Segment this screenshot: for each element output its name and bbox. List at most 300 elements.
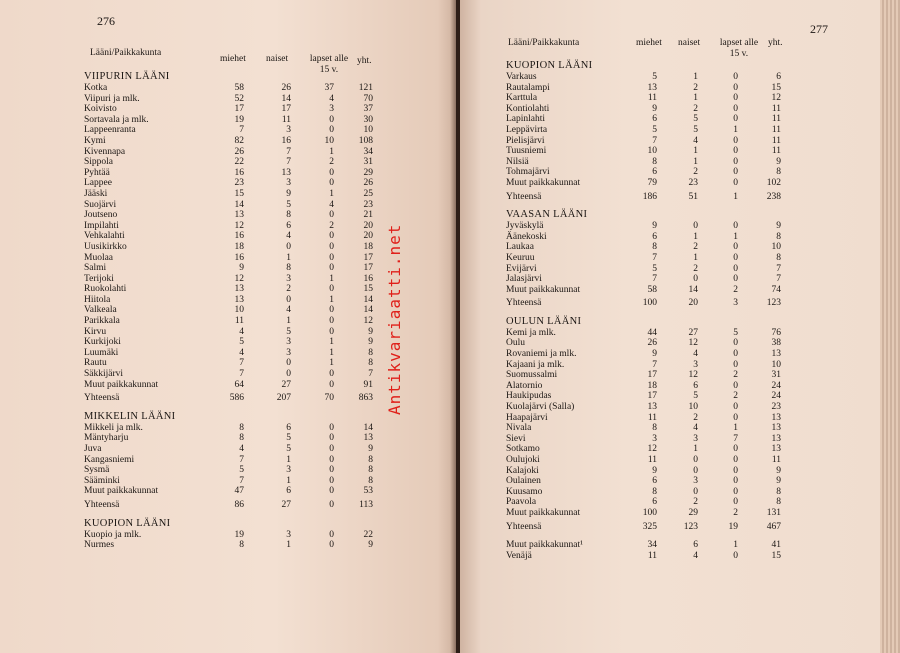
total-cell: 9 [368, 326, 373, 337]
total-cell: 91 [363, 379, 373, 390]
men-cell: 7 [239, 369, 244, 380]
women-cell: 6 [286, 422, 291, 433]
total-cell: 11 [771, 103, 781, 114]
women-cell: 3 [286, 347, 291, 358]
men-cell: 26 [234, 146, 244, 157]
women-cell: 0 [286, 369, 291, 380]
header-men: miehet [636, 38, 662, 48]
total-cell: 10 [771, 242, 781, 253]
table-row [506, 253, 806, 264]
children-cell: 3 [733, 298, 738, 309]
page-number: 276 [97, 14, 115, 28]
children-cell: 1 [329, 337, 334, 348]
place-cell: Yhteensä [506, 521, 542, 532]
table-row [506, 136, 806, 147]
table-row [506, 413, 806, 424]
children-cell: 0 [733, 242, 738, 253]
place-cell: Pyhtää [84, 167, 110, 178]
table-row [506, 487, 806, 498]
women-cell: 5 [286, 433, 291, 444]
total-cell: 53 [363, 486, 373, 497]
children-cell: 2 [733, 284, 738, 295]
table-row [506, 242, 806, 253]
total-cell: 7 [368, 369, 373, 380]
men-cell: 16 [234, 167, 244, 178]
place-cell: Äänekoski [506, 231, 547, 242]
women-cell: 8 [286, 210, 291, 221]
men-cell: 64 [234, 379, 244, 390]
men-cell: 6 [652, 114, 657, 125]
table-row [84, 136, 384, 147]
table-row [506, 338, 806, 349]
place-cell: Juva [84, 444, 102, 454]
place-cell: Nivala [506, 423, 532, 434]
children-cell: 0 [329, 433, 334, 444]
place-cell: Sääminki [84, 475, 120, 486]
total-row [506, 522, 806, 533]
place-cell: Sortavala ja mlk. [84, 114, 149, 125]
children-cell: 3 [329, 104, 334, 115]
total-cell: 8 [368, 475, 373, 486]
total-cell: 16 [363, 273, 373, 284]
place-cell: Mäntyharju [84, 433, 129, 444]
women-cell: 207 [276, 393, 291, 404]
place-cell: Leppävirta [506, 124, 548, 135]
men-cell: 18 [647, 380, 657, 391]
total-cell: 10 [363, 125, 373, 136]
men-cell: 5 [239, 465, 244, 476]
total-cell: 23 [771, 402, 781, 413]
place-cell: Rautalampi [506, 82, 550, 93]
men-cell: 82 [234, 135, 244, 146]
table-row [84, 540, 384, 551]
place-cell: Suojärvi [84, 199, 117, 210]
table-row [506, 370, 806, 381]
men-cell: 11 [234, 316, 244, 327]
total-cell: 123 [766, 298, 781, 309]
women-cell: 5 [286, 444, 291, 454]
men-cell: 17 [234, 104, 244, 115]
children-cell: 0 [733, 550, 738, 561]
page-number: 277 [810, 22, 828, 36]
children-cell: 0 [733, 103, 738, 114]
place-cell: Kajaani ja mlk. [506, 359, 565, 370]
men-cell: 9 [652, 221, 657, 232]
women-cell: 7 [286, 146, 291, 157]
children-cell: 0 [329, 284, 334, 295]
table-row [84, 115, 384, 126]
place-cell: Kurkijoki [84, 337, 121, 348]
place-cell: Lappeenranta [84, 125, 136, 136]
men-cell: 11 [647, 412, 657, 423]
place-cell: Paavola [506, 497, 537, 508]
place-cell: Kymi [84, 135, 106, 146]
total-cell: 102 [766, 177, 781, 188]
men-cell: 11 [647, 550, 657, 561]
women-cell: 4 [693, 550, 698, 561]
women-cell: 2 [693, 412, 698, 423]
table-row [506, 455, 806, 466]
total-cell: 8 [368, 358, 373, 369]
men-cell: 5 [652, 72, 657, 82]
children-cell: 0 [733, 263, 738, 274]
total-cell: 13 [771, 423, 781, 434]
table-row [506, 178, 806, 189]
women-cell: 1 [286, 252, 291, 263]
women-cell: 123 [683, 521, 698, 532]
place-cell: Uusikirkko [84, 241, 127, 252]
header-place: Lääni/Paikkakunta [508, 38, 580, 48]
men-cell: 8 [239, 422, 244, 433]
total-cell: 22 [363, 529, 373, 540]
children-cell: 1 [733, 231, 738, 242]
table-row [84, 369, 384, 380]
place-cell: Nilsiä [506, 156, 529, 167]
table-row [84, 305, 384, 316]
children-cell: 0 [329, 444, 334, 454]
men-cell: 10 [647, 146, 657, 157]
children-cell: 10 [324, 135, 334, 146]
place-cell: Pielisjärvi [506, 135, 545, 146]
place-cell: Laukaa [506, 242, 534, 253]
women-cell: 0 [286, 294, 291, 305]
men-cell: 7 [239, 454, 244, 465]
children-cell: 0 [733, 274, 738, 285]
children-cell: 1 [733, 540, 738, 551]
women-cell: 2 [693, 497, 698, 508]
children-cell: 1 [329, 188, 334, 199]
men-cell: 19 [234, 529, 244, 540]
men-cell: 7 [652, 252, 657, 263]
place-cell: Yhteensä [506, 191, 542, 202]
total-cell: 9 [776, 476, 781, 487]
men-cell: 7 [652, 274, 657, 285]
place-cell: Viipuri ja mlk. [84, 93, 140, 104]
men-cell: 9 [652, 103, 657, 114]
children-cell: 2 [733, 507, 738, 518]
women-cell: 2 [693, 263, 698, 274]
men-cell: 14 [234, 199, 244, 210]
header-women: naiset [678, 38, 701, 48]
total-cell: 34 [363, 146, 373, 157]
women-cell: 4 [693, 135, 698, 146]
total-cell: 17 [363, 263, 373, 274]
total-cell: 21 [363, 210, 373, 221]
men-cell: 100 [642, 507, 657, 518]
place-cell: Muut paikkakunnat [84, 486, 159, 497]
men-cell: 15 [234, 188, 244, 199]
children-cell: 2 [733, 391, 738, 402]
table-row [506, 328, 806, 339]
total-cell: 24 [771, 380, 781, 391]
men-cell: 18 [234, 241, 244, 252]
women-cell: 1 [693, 252, 698, 263]
children-cell: 1 [329, 273, 334, 284]
total-cell: 9 [368, 540, 373, 551]
place-cell: Jääski [84, 188, 108, 199]
children-cell: 0 [329, 540, 334, 551]
men-cell: 8 [652, 423, 657, 434]
place-cell: Rovaniemi ja mlk. [506, 349, 577, 360]
place-cell: Kirvu [84, 326, 107, 337]
men-cell: 52 [234, 93, 244, 104]
total-cell: 863 [358, 393, 373, 404]
children-cell: 0 [733, 402, 738, 413]
place-cell: Kivennapa [84, 146, 126, 157]
table-row [84, 530, 384, 541]
women-cell: 4 [286, 231, 291, 242]
men-cell: 8 [652, 486, 657, 497]
place-cell: Luumäki [84, 347, 119, 358]
table-row [84, 476, 384, 487]
table-row [84, 316, 384, 327]
children-cell: 0 [329, 252, 334, 263]
place-cell: Kontiolahti [506, 103, 550, 114]
place-cell: Sotkamo [506, 444, 540, 455]
total-cell: 14 [363, 294, 373, 305]
men-cell: 11 [647, 93, 657, 104]
men-cell: 9 [239, 263, 244, 274]
women-cell: 1 [286, 540, 291, 551]
place-cell: Sippola [84, 157, 114, 168]
children-cell: 0 [329, 454, 334, 465]
men-cell: 58 [234, 83, 244, 93]
men-cell: 7 [239, 475, 244, 486]
men-cell: 4 [239, 326, 244, 337]
men-cell: 16 [234, 252, 244, 263]
men-cell: 23 [234, 178, 244, 189]
place-cell: Jalasjärvi [506, 274, 542, 285]
table-row [506, 125, 806, 136]
total-cell: 10 [771, 359, 781, 370]
place-cell: Valkeala [84, 305, 117, 316]
men-cell: 4 [239, 444, 244, 454]
children-cell: 0 [733, 156, 738, 167]
total-cell: 31 [771, 370, 781, 381]
children-cell: 2 [329, 220, 334, 231]
place-cell: Mikkeli ja mlk. [84, 422, 143, 433]
men-cell: 4 [239, 347, 244, 358]
women-cell: 0 [693, 221, 698, 232]
table-row [506, 157, 806, 168]
place-cell: Kuolajärvi (Salla) [506, 402, 575, 413]
table-row [506, 221, 806, 232]
table-row [506, 146, 806, 157]
total-cell: 131 [766, 507, 781, 518]
men-cell: 12 [647, 444, 657, 455]
total-cell: 11 [771, 114, 781, 125]
women-cell: 8 [286, 263, 291, 274]
children-cell: 0 [733, 252, 738, 263]
women-cell: 2 [693, 82, 698, 93]
women-cell: 1 [693, 72, 698, 82]
women-cell: 13 [281, 167, 291, 178]
men-cell: 8 [239, 433, 244, 444]
table-row [506, 104, 806, 115]
total-cell: 8 [368, 347, 373, 358]
table-row [84, 455, 384, 466]
children-cell: 0 [733, 221, 738, 232]
women-cell: 1 [286, 475, 291, 486]
place-cell: Muut paikkakunnat¹ [506, 540, 583, 551]
men-cell: 5 [652, 124, 657, 135]
total-cell: 12 [771, 93, 781, 104]
place-cell: Kuopio ja mlk. [84, 529, 142, 540]
place-cell: Yhteensä [84, 393, 120, 404]
section-title: VAASAN LÄÄNI [506, 209, 588, 221]
men-cell: 325 [642, 521, 657, 532]
children-cell: 0 [329, 316, 334, 327]
men-cell: 7 [652, 359, 657, 370]
table-row [506, 114, 806, 125]
women-cell: 4 [693, 349, 698, 360]
women-cell: 0 [693, 274, 698, 285]
place-cell: Muut paikkakunnat [506, 507, 581, 518]
women-cell: 12 [688, 370, 698, 381]
men-cell: 9 [652, 349, 657, 360]
place-cell: Vehkalahti [84, 231, 125, 242]
children-cell: 0 [329, 231, 334, 242]
children-cell: 0 [733, 93, 738, 104]
women-cell: 10 [688, 402, 698, 413]
table-row [84, 178, 384, 189]
children-cell: 0 [329, 114, 334, 125]
women-cell: 11 [281, 114, 291, 125]
place-cell: Yhteensä [506, 298, 542, 309]
women-cell: 0 [693, 465, 698, 476]
men-cell: 7 [239, 358, 244, 369]
section-title: OULUN LÄÄNI [506, 315, 582, 327]
place-cell: Karttula [506, 93, 538, 104]
women-cell: 1 [286, 316, 291, 327]
total-cell: 15 [363, 284, 373, 295]
place-cell: Hiitola [84, 294, 111, 305]
place-cell: Tuusniemi [506, 146, 547, 157]
header-place: Lääni/Paikkakunta [90, 48, 162, 58]
table-row [506, 381, 806, 392]
men-cell: 86 [234, 499, 244, 510]
children-cell: 1 [329, 294, 334, 305]
table-row [84, 253, 384, 264]
section-title: VIIPURIN LÄÄNI [84, 71, 170, 82]
women-cell: 2 [693, 103, 698, 114]
place-cell: Jyväskylä [506, 221, 544, 232]
women-cell: 3 [286, 125, 291, 136]
table-row [506, 551, 806, 562]
men-cell: 47 [234, 486, 244, 497]
children-cell: 0 [329, 379, 334, 390]
total-cell: 9 [776, 221, 781, 232]
children-cell: 0 [329, 263, 334, 274]
women-cell: 3 [286, 465, 291, 476]
women-cell: 3 [286, 337, 291, 348]
men-cell: 13 [647, 82, 657, 93]
children-cell: 0 [733, 167, 738, 178]
place-cell: Säkkijärvi [84, 369, 124, 380]
children-cell: 0 [329, 178, 334, 189]
women-cell: 14 [281, 93, 291, 104]
total-cell: 12 [363, 316, 373, 327]
women-cell: 3 [286, 529, 291, 540]
women-cell: 0 [286, 358, 291, 369]
children-cell: 0 [329, 125, 334, 136]
table-row [84, 465, 384, 476]
women-cell: 6 [693, 540, 698, 551]
table-row [84, 242, 384, 253]
women-cell: 23 [688, 177, 698, 188]
children-cell: 0 [733, 135, 738, 146]
women-cell: 12 [688, 338, 698, 349]
total-cell: 8 [776, 497, 781, 508]
children-cell: 0 [329, 326, 334, 337]
children-cell: 1 [733, 191, 738, 202]
place-cell: Terijoki [84, 273, 114, 284]
table-row [506, 476, 806, 487]
table-row [84, 263, 384, 274]
men-cell: 11 [647, 455, 657, 465]
table-row [506, 423, 806, 434]
women-cell: 3 [693, 476, 698, 487]
place-cell: Haukipudas [506, 391, 552, 402]
men-cell: 100 [642, 298, 657, 309]
total-cell: 37 [363, 104, 373, 115]
men-cell: 8 [239, 540, 244, 551]
place-cell: Kemi ja mlk. [506, 327, 556, 338]
total-row [84, 500, 384, 511]
men-cell: 6 [652, 476, 657, 487]
women-cell: 0 [693, 455, 698, 465]
women-cell: 3 [693, 359, 698, 370]
men-cell: 5 [652, 263, 657, 274]
place-cell: Alatornio [506, 380, 543, 391]
men-cell: 13 [234, 210, 244, 221]
total-cell: 8 [776, 231, 781, 242]
table-row [84, 157, 384, 168]
children-cell: 0 [733, 338, 738, 349]
total-cell: 20 [363, 220, 373, 231]
total-cell: 38 [771, 338, 781, 349]
children-cell: 2 [329, 157, 334, 168]
children-cell: 0 [733, 380, 738, 391]
place-cell: Suomussalmi [506, 370, 558, 381]
total-cell: 11 [771, 135, 781, 146]
men-cell: 7 [239, 125, 244, 136]
table-row [84, 348, 384, 359]
place-cell: Kalajoki [506, 465, 539, 476]
total-cell: 8 [776, 252, 781, 263]
men-cell: 8 [652, 242, 657, 253]
men-cell: 13 [234, 294, 244, 305]
table-row [84, 274, 384, 285]
table-row [84, 168, 384, 179]
children-cell: 0 [329, 241, 334, 252]
women-cell: 0 [693, 486, 698, 497]
women-cell: 1 [286, 454, 291, 465]
children-cell: 0 [329, 475, 334, 486]
women-cell: 2 [286, 284, 291, 295]
children-cell: 1 [733, 423, 738, 434]
children-cell: 4 [329, 199, 334, 210]
total-cell: 26 [363, 178, 373, 189]
men-cell: 13 [647, 402, 657, 413]
children-cell: 0 [733, 444, 738, 455]
page-edges [880, 0, 900, 653]
men-cell: 9 [652, 465, 657, 476]
table-row [506, 93, 806, 104]
place-cell: Sievi [506, 433, 526, 444]
women-cell: 3 [286, 178, 291, 189]
women-cell: 5 [286, 199, 291, 210]
